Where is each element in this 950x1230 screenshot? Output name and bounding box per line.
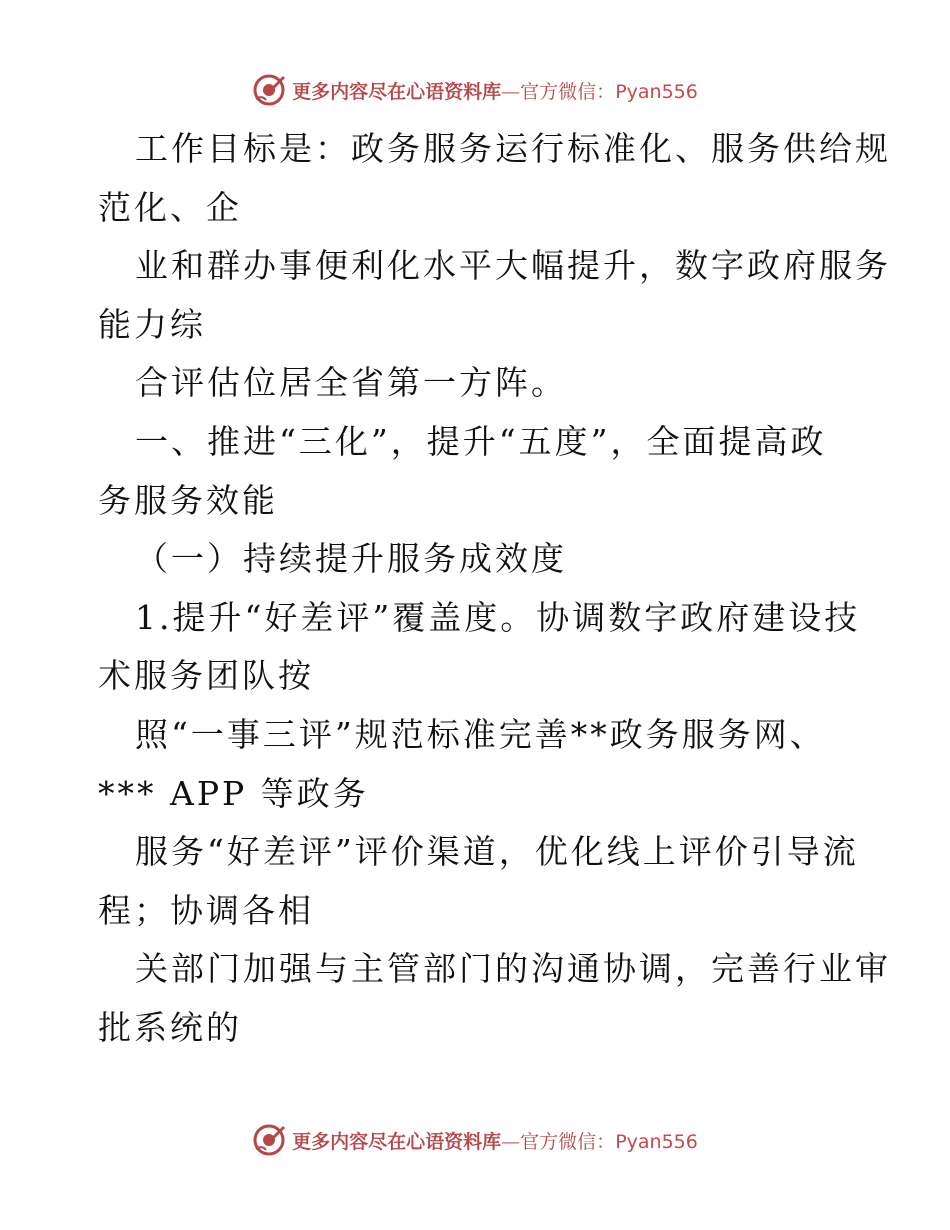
body-line: 程；协调各相 xyxy=(98,890,314,930)
watermark-text xyxy=(292,77,698,104)
watermark-footer xyxy=(0,1120,950,1160)
body-line: 能力综 xyxy=(98,304,206,344)
document-body xyxy=(98,120,891,1058)
pen-logo-icon xyxy=(252,73,286,107)
body-line: 关部门加强与主管部门的沟通协调，完善行业审 xyxy=(135,949,891,989)
body-line: 范化、企 xyxy=(98,187,242,227)
subsection-heading: （一）持续提升服务成效度 xyxy=(135,539,567,579)
watermark-contact-label: 官方微信： xyxy=(520,80,616,103)
pen-logo-icon xyxy=(252,1123,286,1157)
watermark-contact-label: 官方微信： xyxy=(520,1130,616,1153)
body-line: 合评估位居全省第一方阵。 xyxy=(135,363,567,403)
watermark-site-text: 更多内容尽在心语资料库 xyxy=(292,80,502,103)
body-line: 服务“好差评”评价渠道，优化线上评价引导流 xyxy=(135,832,859,872)
body-line: 术服务团队按 xyxy=(98,656,314,696)
body-line: 照“一事三评”规范标准完善**政务服务网、 xyxy=(135,714,826,754)
body-line: 批系统的 xyxy=(98,1007,242,1047)
watermark-contact-id: Pyan556 xyxy=(615,80,698,103)
body-line: 1.提升“好差评”覆盖度。协调数字政府建设技 xyxy=(135,597,861,637)
body-line: 业和群办事便利化水平大幅提升，数字政府服务 xyxy=(135,246,891,286)
body-line: 工作目标是：政务服务运行标准化、服务供给规 xyxy=(135,129,891,168)
watermark-dash: — xyxy=(501,80,521,103)
watermark-dash: — xyxy=(501,1130,521,1153)
section-heading: 一、推进“三化”，提升“五度”，全面提高政 xyxy=(135,421,827,461)
body-line: *** APP 等政务 xyxy=(98,773,369,813)
watermark-text xyxy=(292,1127,698,1154)
watermark-contact-id: Pyan556 xyxy=(615,1130,698,1153)
watermark-header xyxy=(0,70,950,110)
section-heading-cont: 务服务效能 xyxy=(98,480,278,520)
watermark-site-text: 更多内容尽在心语资料库 xyxy=(292,1130,502,1153)
